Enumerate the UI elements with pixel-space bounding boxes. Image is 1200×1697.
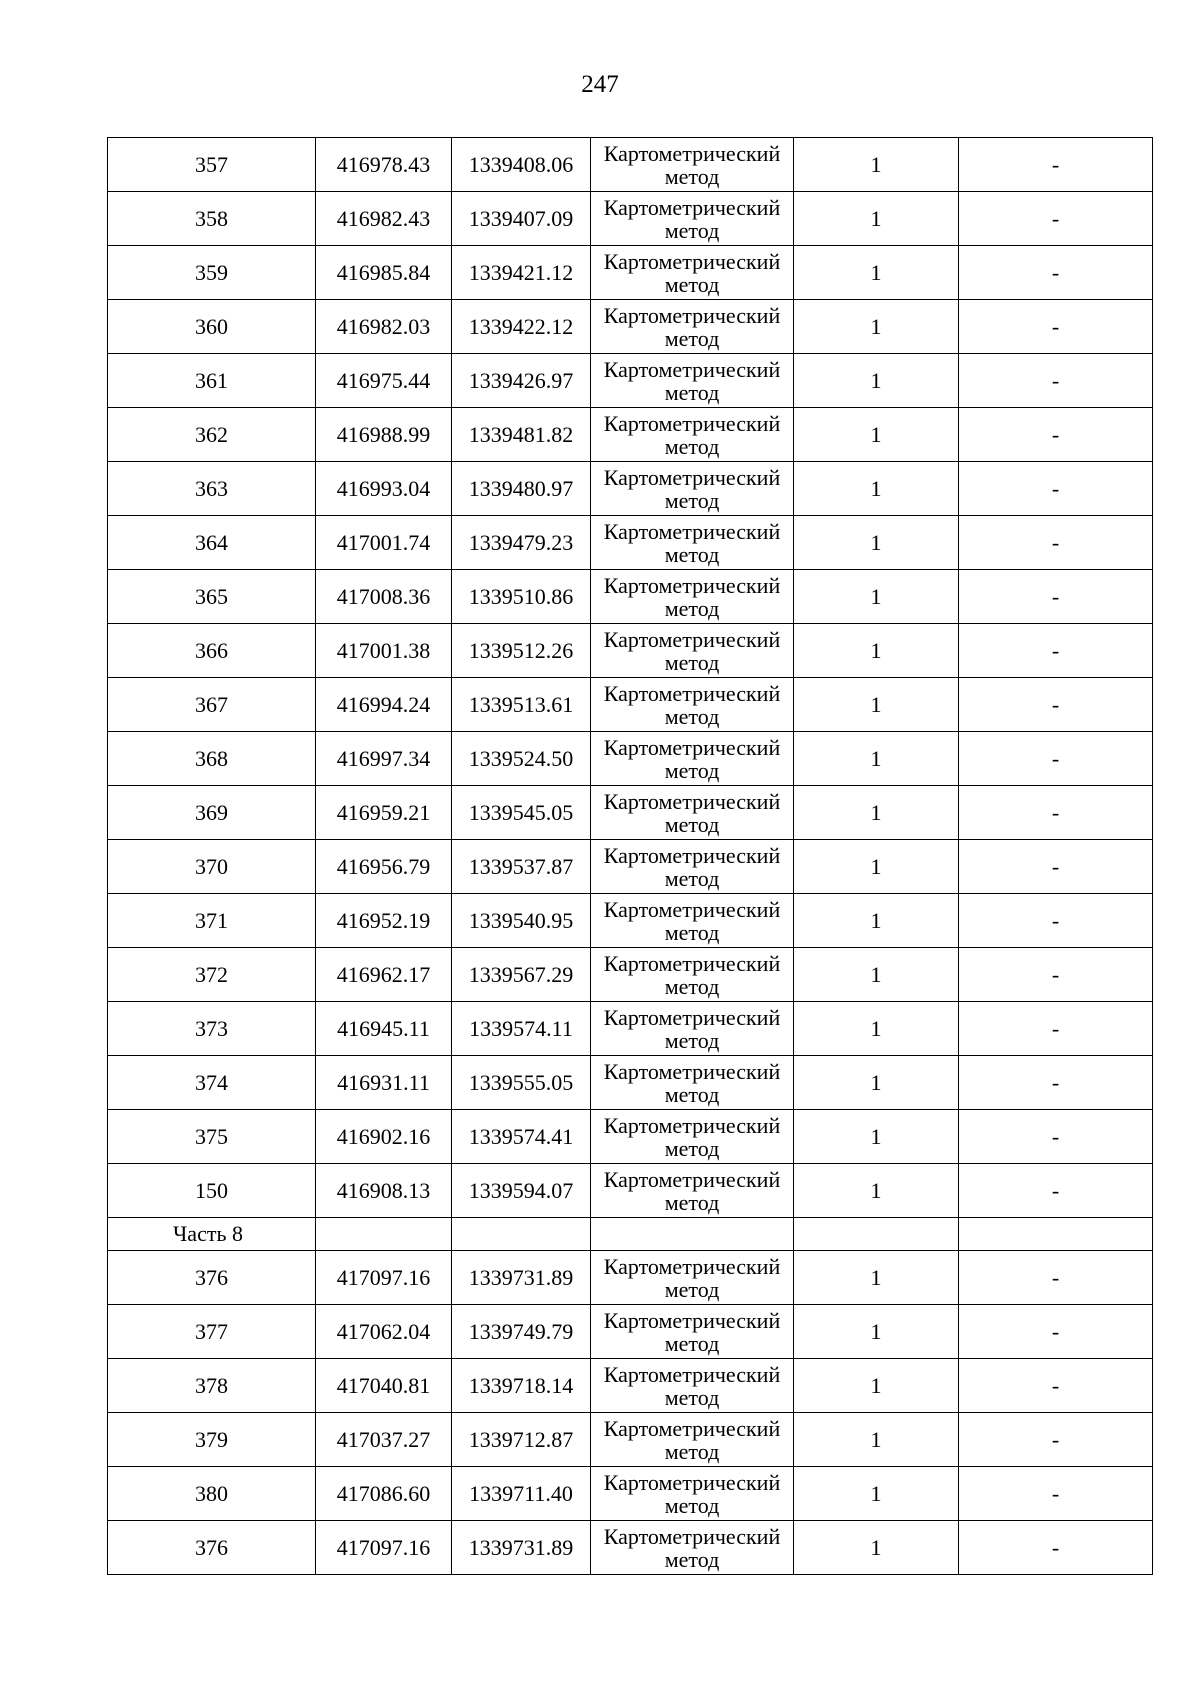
method-line-1: Картометрический: [603, 1166, 781, 1192]
accuracy-cell: 1: [794, 624, 959, 678]
accuracy-cell: 1: [794, 516, 959, 570]
method-line-2: метод: [664, 1081, 720, 1107]
table-body: [108, 138, 1153, 1575]
accuracy-cell: 1: [794, 1305, 959, 1359]
note-cell: -: [959, 732, 1153, 786]
method-cell: [591, 894, 794, 948]
note-cell: -: [959, 678, 1153, 732]
method-line-1: Картометрический: [603, 1058, 781, 1084]
table-row: [108, 1251, 1153, 1305]
method-line-1: Картометрический: [603, 842, 781, 868]
note-cell: -: [959, 786, 1153, 840]
accuracy-cell: 1: [794, 462, 959, 516]
note-cell: -: [959, 138, 1153, 192]
method-line-2: метод: [664, 1189, 720, 1215]
table-row: [108, 1110, 1153, 1164]
x-coordinate-cell: 416952.19: [316, 894, 452, 948]
note-cell: -: [959, 1359, 1153, 1413]
point-number-cell: 377: [108, 1305, 316, 1359]
method-cell: [591, 732, 794, 786]
table-row: [108, 246, 1153, 300]
table-row: [108, 516, 1153, 570]
note-cell: -: [959, 1002, 1153, 1056]
method-line-2: метод: [664, 865, 720, 891]
y-coordinate-cell: 1339555.05: [452, 1056, 591, 1110]
accuracy-cell: 1: [794, 408, 959, 462]
note-cell: -: [959, 1521, 1153, 1575]
point-number-cell: 376: [108, 1251, 316, 1305]
method-line-1: Картометрический: [603, 1361, 781, 1387]
method-line-2: метод: [664, 1492, 720, 1518]
table-row: [108, 948, 1153, 1002]
method-line-1: Картометрический: [603, 464, 781, 490]
x-coordinate-cell: 416978.43: [316, 138, 452, 192]
empty-cell: [316, 1218, 452, 1251]
method-cell: [591, 1056, 794, 1110]
accuracy-cell: 1: [794, 300, 959, 354]
accuracy-cell: 1: [794, 1359, 959, 1413]
table-row: [108, 570, 1153, 624]
note-cell: -: [959, 1251, 1153, 1305]
empty-cell: [591, 1218, 794, 1251]
accuracy-cell: 1: [794, 1521, 959, 1575]
x-coordinate-cell: 417001.74: [316, 516, 452, 570]
method-line-1: Картометрический: [603, 572, 781, 598]
method-cell: [591, 1305, 794, 1359]
method-line-2: метод: [664, 1330, 720, 1356]
method-line-2: метод: [664, 757, 720, 783]
y-coordinate-cell: 1339479.23: [452, 516, 591, 570]
note-cell: -: [959, 1305, 1153, 1359]
method-line-1: Картометрический: [603, 140, 781, 166]
x-coordinate-cell: 416982.43: [316, 192, 452, 246]
accuracy-cell: 1: [794, 1467, 959, 1521]
accuracy-cell: 1: [794, 678, 959, 732]
table-row: [108, 1359, 1153, 1413]
method-line-1: Картометрический: [603, 248, 781, 274]
section-label-cell: Часть 8: [108, 1218, 316, 1251]
point-number-cell: 364: [108, 516, 316, 570]
note-cell: -: [959, 1164, 1153, 1218]
x-coordinate-cell: 416994.24: [316, 678, 452, 732]
x-coordinate-cell: 417097.16: [316, 1521, 452, 1575]
x-coordinate-cell: 417037.27: [316, 1413, 452, 1467]
method-line-1: Картометрический: [603, 1253, 781, 1279]
point-number-cell: 370: [108, 840, 316, 894]
y-coordinate-cell: 1339731.89: [452, 1521, 591, 1575]
point-number-cell: 365: [108, 570, 316, 624]
point-number-cell: 359: [108, 246, 316, 300]
table-row: [108, 300, 1153, 354]
point-number-cell: 368: [108, 732, 316, 786]
point-number-cell: 358: [108, 192, 316, 246]
method-cell: [591, 948, 794, 1002]
x-coordinate-cell: 416931.11: [316, 1056, 452, 1110]
note-cell: -: [959, 1413, 1153, 1467]
point-number-cell: 357: [108, 138, 316, 192]
method-line-2: метод: [664, 487, 720, 513]
x-coordinate-cell: 416975.44: [316, 354, 452, 408]
table-row: [108, 840, 1153, 894]
method-line-2: метод: [664, 649, 720, 675]
point-number-cell: 372: [108, 948, 316, 1002]
note-cell: -: [959, 1110, 1153, 1164]
y-coordinate-cell: 1339537.87: [452, 840, 591, 894]
y-coordinate-cell: 1339540.95: [452, 894, 591, 948]
method-line-2: метод: [664, 433, 720, 459]
note-cell: -: [959, 894, 1153, 948]
table-row: [108, 192, 1153, 246]
accuracy-cell: 1: [794, 948, 959, 1002]
table-row: [108, 1056, 1153, 1110]
method-cell: [591, 678, 794, 732]
method-cell: [591, 570, 794, 624]
method-line-1: Картометрический: [603, 950, 781, 976]
point-number-cell: 369: [108, 786, 316, 840]
point-number-cell: 362: [108, 408, 316, 462]
point-number-cell: 360: [108, 300, 316, 354]
note-cell: -: [959, 354, 1153, 408]
table-row: [108, 1413, 1153, 1467]
y-coordinate-cell: 1339574.41: [452, 1110, 591, 1164]
note-cell: -: [959, 948, 1153, 1002]
x-coordinate-cell: 417040.81: [316, 1359, 452, 1413]
point-number-cell: 150: [108, 1164, 316, 1218]
method-cell: [591, 408, 794, 462]
y-coordinate-cell: 1339408.06: [452, 138, 591, 192]
point-number-cell: 374: [108, 1056, 316, 1110]
method-cell: [591, 516, 794, 570]
x-coordinate-cell: 416997.34: [316, 732, 452, 786]
point-number-cell: 373: [108, 1002, 316, 1056]
y-coordinate-cell: 1339512.26: [452, 624, 591, 678]
method-line-1: Картометрический: [603, 518, 781, 544]
y-coordinate-cell: 1339718.14: [452, 1359, 591, 1413]
method-line-2: метод: [664, 703, 720, 729]
accuracy-cell: 1: [794, 894, 959, 948]
table-row: [108, 408, 1153, 462]
y-coordinate-cell: 1339731.89: [452, 1251, 591, 1305]
y-coordinate-cell: 1339481.82: [452, 408, 591, 462]
method-cell: [591, 246, 794, 300]
method-line-2: метод: [664, 271, 720, 297]
table-row: [108, 1305, 1153, 1359]
method-cell: [591, 840, 794, 894]
note-cell: -: [959, 300, 1153, 354]
method-cell: [591, 786, 794, 840]
point-number-cell: 379: [108, 1413, 316, 1467]
note-cell: -: [959, 246, 1153, 300]
method-line-1: Картометрический: [603, 896, 781, 922]
method-line-1: Картометрический: [603, 1523, 781, 1549]
x-coordinate-cell: 417001.38: [316, 624, 452, 678]
method-line-2: метод: [664, 163, 720, 189]
method-cell: [591, 1413, 794, 1467]
y-coordinate-cell: 1339712.87: [452, 1413, 591, 1467]
method-cell: [591, 462, 794, 516]
point-number-cell: 378: [108, 1359, 316, 1413]
point-number-cell: 367: [108, 678, 316, 732]
method-cell: [591, 1002, 794, 1056]
accuracy-cell: 1: [794, 1251, 959, 1305]
method-cell: [591, 354, 794, 408]
method-line-2: метод: [664, 919, 720, 945]
y-coordinate-cell: 1339421.12: [452, 246, 591, 300]
table-row: [108, 624, 1153, 678]
accuracy-cell: 1: [794, 354, 959, 408]
y-coordinate-cell: 1339567.29: [452, 948, 591, 1002]
method-line-1: Картометрический: [603, 1469, 781, 1495]
accuracy-cell: 1: [794, 138, 959, 192]
section-row: [108, 1218, 1153, 1251]
accuracy-cell: 1: [794, 840, 959, 894]
table-row: [108, 678, 1153, 732]
point-number-cell: 363: [108, 462, 316, 516]
accuracy-cell: 1: [794, 732, 959, 786]
y-coordinate-cell: 1339480.97: [452, 462, 591, 516]
method-line-2: метод: [664, 1384, 720, 1410]
accuracy-cell: 1: [794, 246, 959, 300]
method-line-1: Картометрический: [603, 734, 781, 760]
method-cell: [591, 1521, 794, 1575]
point-number-cell: 366: [108, 624, 316, 678]
method-line-2: метод: [664, 541, 720, 567]
empty-cell: [794, 1218, 959, 1251]
note-cell: -: [959, 192, 1153, 246]
method-line-1: Картометрический: [603, 1415, 781, 1441]
x-coordinate-cell: 417097.16: [316, 1251, 452, 1305]
x-coordinate-cell: 417008.36: [316, 570, 452, 624]
method-line-2: метод: [664, 1276, 720, 1302]
empty-cell: [452, 1218, 591, 1251]
method-line-1: Картометрический: [603, 626, 781, 652]
note-cell: -: [959, 1056, 1153, 1110]
x-coordinate-cell: 416988.99: [316, 408, 452, 462]
method-cell: [591, 1467, 794, 1521]
x-coordinate-cell: 416993.04: [316, 462, 452, 516]
y-coordinate-cell: 1339574.11: [452, 1002, 591, 1056]
empty-cell: [959, 1218, 1153, 1251]
table-row: [108, 1467, 1153, 1521]
point-number-cell: 371: [108, 894, 316, 948]
table-row: [108, 138, 1153, 192]
method-cell: [591, 1164, 794, 1218]
accuracy-cell: 1: [794, 570, 959, 624]
x-coordinate-cell: 416902.16: [316, 1110, 452, 1164]
coordinates-table: [107, 137, 1153, 1575]
method-cell: [591, 192, 794, 246]
y-coordinate-cell: 1339711.40: [452, 1467, 591, 1521]
table-row: [108, 894, 1153, 948]
point-number-cell: 361: [108, 354, 316, 408]
method-line-2: метод: [664, 379, 720, 405]
accuracy-cell: 1: [794, 1413, 959, 1467]
method-line-1: Картометрический: [603, 302, 781, 328]
table-row: [108, 462, 1153, 516]
method-cell: [591, 300, 794, 354]
y-coordinate-cell: 1339510.86: [452, 570, 591, 624]
note-cell: -: [959, 624, 1153, 678]
accuracy-cell: 1: [794, 786, 959, 840]
method-line-2: метод: [664, 1546, 720, 1572]
method-line-2: метод: [664, 1027, 720, 1053]
note-cell: -: [959, 840, 1153, 894]
point-number-cell: 380: [108, 1467, 316, 1521]
method-line-2: метод: [664, 595, 720, 621]
accuracy-cell: 1: [794, 1110, 959, 1164]
method-line-2: метод: [664, 973, 720, 999]
table-row: [108, 1164, 1153, 1218]
method-line-1: Картометрический: [603, 1112, 781, 1138]
y-coordinate-cell: 1339407.09: [452, 192, 591, 246]
y-coordinate-cell: 1339524.50: [452, 732, 591, 786]
x-coordinate-cell: 416956.79: [316, 840, 452, 894]
method-line-1: Картометрический: [603, 356, 781, 382]
method-cell: [591, 624, 794, 678]
accuracy-cell: 1: [794, 1056, 959, 1110]
table-row: [108, 1521, 1153, 1575]
page-number: 247: [581, 71, 619, 98]
x-coordinate-cell: 416908.13: [316, 1164, 452, 1218]
y-coordinate-cell: 1339545.05: [452, 786, 591, 840]
method-cell: [591, 138, 794, 192]
method-line-1: Картометрический: [603, 788, 781, 814]
method-line-2: метод: [664, 325, 720, 351]
table-row: [108, 1002, 1153, 1056]
method-line-1: Картометрический: [603, 410, 781, 436]
method-line-2: метод: [664, 1438, 720, 1464]
point-number-cell: 375: [108, 1110, 316, 1164]
x-coordinate-cell: 416959.21: [316, 786, 452, 840]
method-line-1: Картометрический: [603, 680, 781, 706]
method-cell: [591, 1110, 794, 1164]
method-cell: [591, 1359, 794, 1413]
x-coordinate-cell: 416962.17: [316, 948, 452, 1002]
accuracy-cell: 1: [794, 192, 959, 246]
x-coordinate-cell: 416982.03: [316, 300, 452, 354]
method-line-1: Картометрический: [603, 194, 781, 220]
y-coordinate-cell: 1339426.97: [452, 354, 591, 408]
x-coordinate-cell: 416985.84: [316, 246, 452, 300]
method-line-1: Картометрический: [603, 1307, 781, 1333]
x-coordinate-cell: 416945.11: [316, 1002, 452, 1056]
note-cell: -: [959, 1467, 1153, 1521]
x-coordinate-cell: 417086.60: [316, 1467, 452, 1521]
method-cell: [591, 1251, 794, 1305]
method-line-2: метод: [664, 217, 720, 243]
method-line-2: метод: [664, 811, 720, 837]
y-coordinate-cell: 1339594.07: [452, 1164, 591, 1218]
point-number-cell: 376: [108, 1521, 316, 1575]
accuracy-cell: 1: [794, 1002, 959, 1056]
table-row: [108, 786, 1153, 840]
note-cell: -: [959, 462, 1153, 516]
accuracy-cell: 1: [794, 1164, 959, 1218]
table-row: [108, 354, 1153, 408]
x-coordinate-cell: 417062.04: [316, 1305, 452, 1359]
note-cell: -: [959, 516, 1153, 570]
table-row: [108, 732, 1153, 786]
y-coordinate-cell: 1339513.61: [452, 678, 591, 732]
note-cell: -: [959, 570, 1153, 624]
note-cell: -: [959, 408, 1153, 462]
method-line-2: метод: [664, 1135, 720, 1161]
y-coordinate-cell: 1339422.12: [452, 300, 591, 354]
method-line-1: Картометрический: [603, 1004, 781, 1030]
y-coordinate-cell: 1339749.79: [452, 1305, 591, 1359]
